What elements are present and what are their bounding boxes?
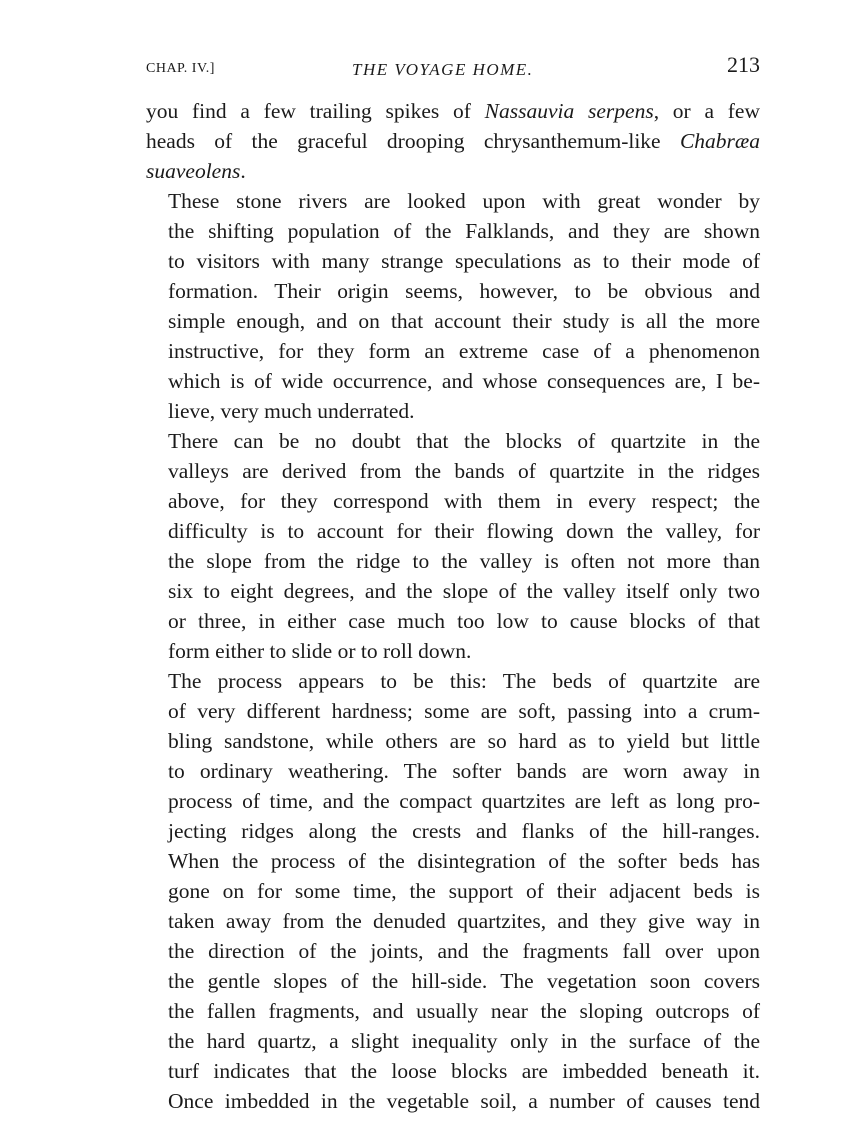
text-line: the slope from the ridge to the valley is often not more than bbox=[168, 549, 760, 573]
text-line: to visitors with many strange speculations as to their mode of bbox=[168, 249, 760, 273]
text-line bbox=[146, 96, 760, 126]
text-run: . bbox=[240, 159, 246, 183]
chapter-label: CHAP. IV.] bbox=[146, 61, 215, 76]
text-line: bling sandstone, while others are so hard as to yield but little bbox=[168, 729, 760, 753]
text-line: turf indicates that the loose blocks are imbedded beneath it. bbox=[168, 1059, 760, 1083]
text-line: above, for they correspond with them in every respect; the bbox=[168, 489, 760, 513]
text-run: , or a few bbox=[653, 99, 760, 123]
text-line: When the process of the disintegration of the softer beds has bbox=[168, 849, 760, 873]
text-line: or three, in either case much too low to cause blocks of that bbox=[168, 609, 760, 633]
text-line: form either to slide or to roll down. bbox=[168, 639, 472, 663]
text-line: simple enough, and on that account their study is all the more bbox=[168, 309, 760, 333]
genus-name: Chabræa bbox=[679, 129, 760, 153]
paragraph-2 bbox=[146, 186, 760, 426]
text-line bbox=[146, 156, 760, 186]
text-line: the shifting population of the Falklands, and they are shown bbox=[168, 219, 760, 243]
text-line: of very different hardness; some are soft, passing into a crum- bbox=[168, 699, 760, 723]
book-page bbox=[146, 52, 760, 1116]
text-line: Once imbedded in the vegetable soil, a number of causes tend bbox=[168, 1089, 760, 1113]
text-line: the gentle slopes of the hill-side. The vegetation soon covers bbox=[168, 969, 760, 993]
paragraph-3 bbox=[146, 426, 760, 666]
text-line: the hard quartz, a slight inequality only in the surface of the bbox=[168, 1029, 760, 1053]
text-line: difficulty is to account for their flowing down the valley, for bbox=[168, 519, 760, 543]
page-number: 213 bbox=[727, 52, 760, 77]
running-head bbox=[146, 52, 760, 82]
text-line: These stone rivers are looked upon with great wonder by bbox=[168, 189, 760, 213]
text-line: taken away from the denuded quartzites, and they give way in bbox=[168, 909, 760, 933]
text-line: valleys are derived from the bands of quartzite in the ridges bbox=[168, 459, 760, 483]
paragraph-1 bbox=[146, 96, 760, 186]
text-run: heads of the graceful drooping chrysanthemum-like bbox=[146, 129, 680, 153]
text-line: The process appears to be this: The beds of quartzite are bbox=[168, 669, 760, 693]
text-line: instructive, for they form an extreme case of a phenomenon bbox=[168, 339, 760, 363]
text-line: six to eight degrees, and the slope of the valley itself only two bbox=[168, 579, 760, 603]
text-line: process of time, and the compact quartzites are left as long pro- bbox=[168, 789, 760, 813]
text-line: formation. Their origin seems, however, to be obvious and bbox=[168, 279, 760, 303]
text-line: which is of wide occurrence, and whose consequences are, I be- bbox=[168, 369, 760, 393]
species-name: Nassauvia serpens bbox=[484, 99, 654, 123]
running-title: THE VOYAGE HOME. bbox=[352, 60, 534, 79]
paragraph-4 bbox=[146, 666, 760, 1116]
text-line: the direction of the joints, and the fragments fall over upon bbox=[168, 939, 760, 963]
text-line: jecting ridges along the crests and flanks of the hill-ranges. bbox=[168, 819, 760, 843]
text-line: to ordinary weathering. The softer bands are worn away in bbox=[168, 759, 760, 783]
text-line bbox=[146, 126, 760, 156]
text-line: There can be no doubt that the blocks of quartzite in the bbox=[168, 429, 760, 453]
body-text bbox=[146, 96, 760, 1116]
text-run: you find a few trailing spikes of bbox=[146, 99, 485, 123]
text-line: gone on for some time, the support of their adjacent beds is bbox=[168, 879, 760, 903]
species-epithet: suaveolens bbox=[146, 159, 241, 183]
text-line: lieve, very much underrated. bbox=[168, 399, 415, 423]
text-line: the fallen fragments, and usually near the sloping outcrops of bbox=[168, 999, 760, 1023]
